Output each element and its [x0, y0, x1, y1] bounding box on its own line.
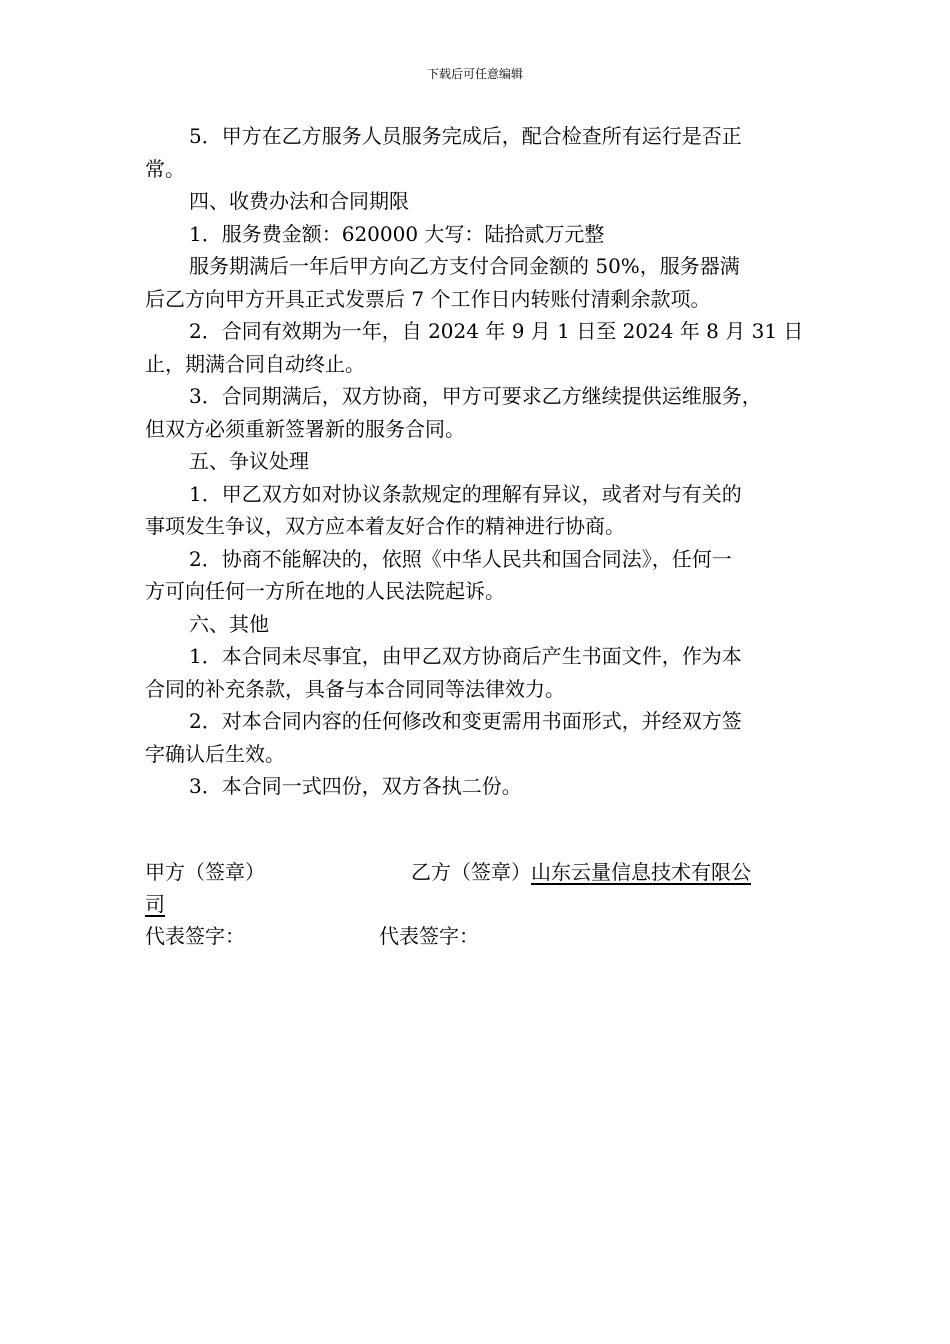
clause-line: 止，期满合同自动终止。 — [145, 351, 365, 376]
clause-line: 服务期满后一年后甲方向乙方支付合同金额的 50%，服务器满 — [189, 254, 740, 278]
clause-line: 但双方必须重新签署新的服务合同。 — [145, 416, 465, 441]
contract-body — [145, 120, 813, 803]
clause-line: 字确认后生效。 — [145, 741, 285, 766]
signature-line-party — [145, 856, 751, 888]
clause-line: 1．甲乙双方如对协议条款规定的理解有异议，或者对与有关的 — [189, 481, 742, 506]
clause-line: 方可向任何一方所在地的人民法院起诉。 — [145, 579, 505, 603]
clause-line: 1．本合同未尽事宜，由甲乙双方协商后产生书面文件，作为本 — [189, 644, 742, 668]
clause-line: 常。 — [145, 156, 185, 181]
signature-line-representatives — [145, 920, 479, 952]
clause-line: 3．本合同一式四份，双方各执二份。 — [189, 774, 522, 798]
party-b-company-name-wrap: 司 — [145, 892, 165, 916]
clause-line: 3．合同期满后，双方协商，甲方可要求乙方继续提供运维服务， — [189, 384, 762, 408]
section-heading: 六、其他 — [189, 611, 269, 636]
party-b-signature-label: 乙方（签章） — [411, 860, 531, 884]
party-a-signature-label: 甲方（签章） — [145, 860, 265, 884]
clause-line: 事项发生争议，双方应本着友好合作的精神进行协商。 — [145, 514, 625, 538]
clause-line: 后乙方向甲方开具正式发票后 7 个工作日内转账付清剩余款项。 — [145, 286, 711, 311]
party-b-company-name: 山东云量信息技术有限公 — [531, 860, 751, 884]
section-heading: 五、争议处理 — [189, 449, 309, 473]
party-b-representative-label: 代表签字： — [379, 924, 479, 948]
clause-line: 2．协商不能解决的，依照《中华人民共和国合同法》，任何一 — [189, 546, 732, 571]
clause-line: 2．对本合同内容的任何修改和变更需用书面形式，并经双方签 — [189, 709, 742, 733]
clause-line: 合同的补充条款，具备与本合同同等法律效力。 — [145, 676, 565, 701]
page-header: 下载后可任意编辑 — [426, 67, 523, 81]
section-heading: 四、收费办法和合同期限 — [189, 189, 409, 213]
clause-line: 5．甲方在乙方服务人员服务完成后，配合检查所有运行是否正 — [189, 124, 742, 148]
clause-line: 2．合同有效期为一年，自 2024 年 9 月 1 日至 2024 年 8 月 31 日 — [189, 319, 804, 343]
party-a-representative-label: 代表签字： — [145, 924, 245, 948]
clause-line: 1．服务费金额：620000 大写：陆拾贰万元整 — [189, 221, 605, 246]
signature-line-wrap — [145, 888, 165, 920]
